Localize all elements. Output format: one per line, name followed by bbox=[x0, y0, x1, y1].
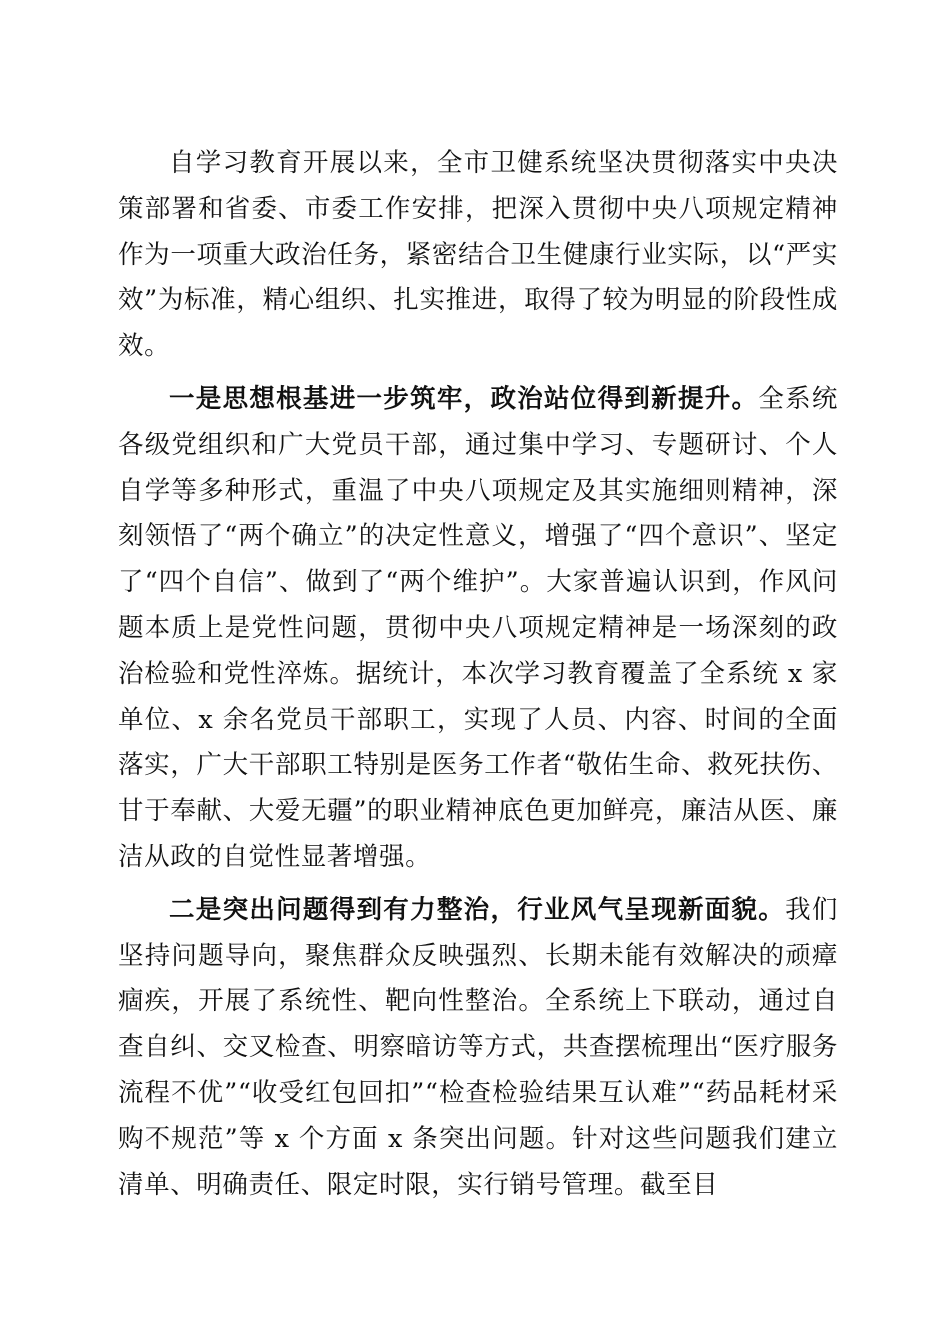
paragraph-point-two-text: 我们坚持问题导向，聚焦群众反映强烈、长期未能有效解决的顽瘴痼疾，开展了系统性、靶向性整治。全系统上下联动，通过自查自纠、交叉检查、明察暗访等方式，共查摆梳理出“医疗服务流程不优”“收受红包回扣”“检查检验结果互认难”“药品耗材采购不规范”等 x 个方面 x 条突出问题。针对这些问题我们建立清单、明确责任、限定时限，实行销号管理。截至目 bbox=[118, 894, 838, 1200]
paragraph-point-one-heading: 一是思想根基进一步筑牢，政治站位得到新提升。 bbox=[169, 383, 759, 414]
paragraph-point-two-heading: 二是突出问题得到有力整治，行业风气呈现新面貌。 bbox=[169, 894, 786, 925]
paragraph-point-one bbox=[118, 377, 838, 881]
paragraph-point-two bbox=[118, 888, 838, 1209]
document-body bbox=[118, 141, 838, 1215]
paragraph-point-one-text: 全系统各级党组织和广大党员干部，通过集中学习、专题研讨、个人自学等多种形式，重温了中央八项规定及其实施细则精神，深刻领悟了“两个确立”的决定性意义，增强了“四个意识”、坚定了“四个自信”、做到了“两个维护”。大家普遍认识到，作风问题本质上是党性问题，贯彻中央八项规定精神是一场深刻的政治检验和党性淬炼。据统计，本次学习教育覆盖了全系统 x 家单位、x 余名党员干部职工，实现了人员、内容、时间的全面落实，广大干部职工特别是医务工作者“敬佑生命、救死扶伤、甘于奉献、大爱无疆”的职业精神底色更加鲜亮，廉洁从医、廉洁从政的自觉性显著增强。 bbox=[118, 383, 838, 872]
paragraph-intro bbox=[118, 141, 838, 370]
paragraph-intro-text: 自学习教育开展以来，全市卫健系统坚决贯彻落实中央决策部署和省委、市委工作安排，把深入贯彻中央八项规定精神作为一项重大政治任务，紧密结合卫生健康行业实际，以“严实效”为标准，精心组织、扎实推进，取得了较为明显的阶段性成效。 bbox=[118, 148, 838, 362]
